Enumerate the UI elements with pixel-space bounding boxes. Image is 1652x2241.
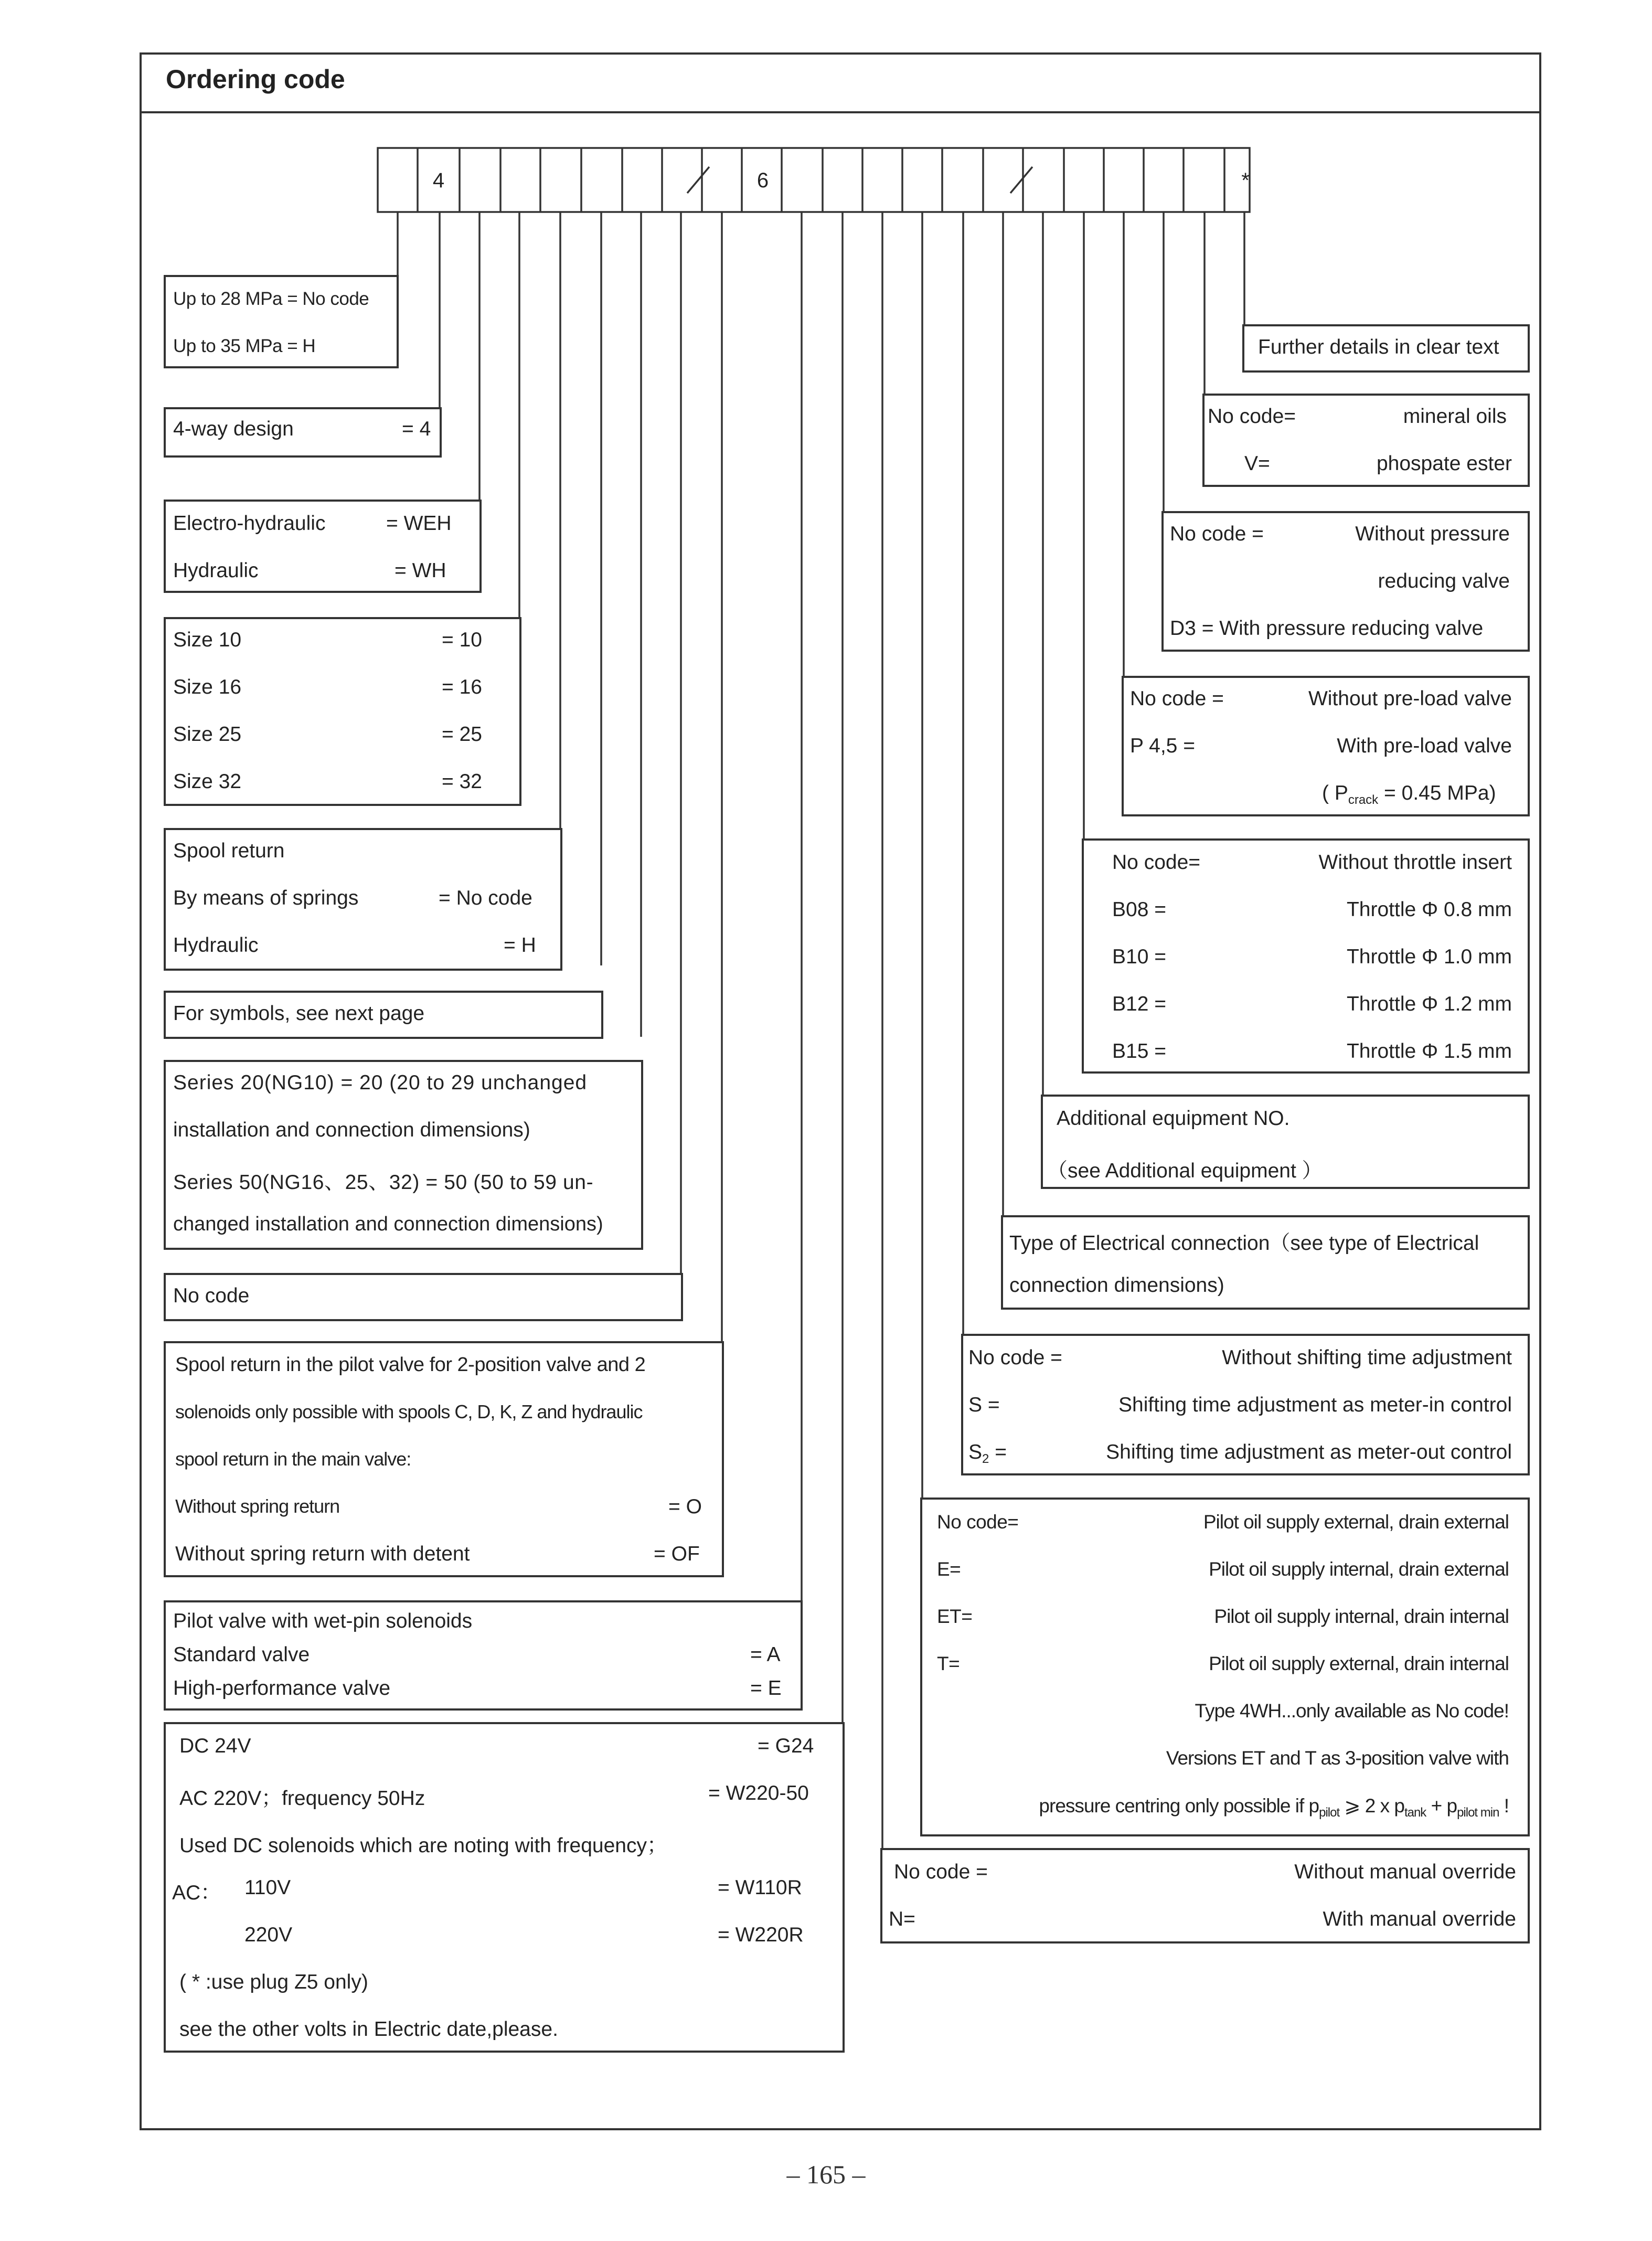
pilot-note-3d: ! xyxy=(1499,1795,1509,1817)
size-32-code: = 32 xyxy=(442,770,482,793)
nocode-text: No code xyxy=(173,1284,250,1307)
wetpin-a-code: = A xyxy=(750,1643,781,1666)
reducing-a: No code = xyxy=(1170,523,1264,545)
voltage-220-code: = W220R xyxy=(718,1924,804,1946)
pilot-oil-3-code: T= xyxy=(937,1653,960,1674)
size-25-code: = 25 xyxy=(442,723,482,746)
voltage-ac: AC 220V；frequency 50Hz xyxy=(179,1787,425,1810)
shifting-1-code: S = xyxy=(968,1394,1000,1416)
wetpin-a: Standard valve xyxy=(173,1643,310,1666)
preload-b-value: With pre-load valve xyxy=(1337,735,1512,757)
reducing-a-value-1: Without pressure xyxy=(1355,523,1510,545)
shifting-2-value: Shifting time adjustment as meter-out control xyxy=(1106,1441,1512,1463)
voltage-ac-code: = W220-50 xyxy=(708,1782,809,1804)
design-code: = 4 xyxy=(402,418,431,440)
size-10: Size 10 xyxy=(173,629,242,651)
pilot-return-line-2: solenoids only possible with spools C, D, K, Z and hydraulic xyxy=(175,1401,643,1422)
type-a: Electro-hydraulic xyxy=(173,512,326,535)
pilot-note-2: Versions ET and T as 3-position valve with xyxy=(1166,1747,1509,1769)
throttle-0-code: No code= xyxy=(1112,851,1201,874)
pressure-line-2: Up to 35 MPa = H xyxy=(173,336,316,356)
pilot-oil-2-value: Pilot oil supply internal, drain internal xyxy=(1214,1606,1509,1627)
seal-a-value: mineral oils xyxy=(1403,405,1507,428)
pilot-note-1: Type 4WH...only available as No code! xyxy=(1195,1700,1509,1722)
seal-b-value: phospate ester xyxy=(1376,452,1512,475)
additional-line-1: Additional equipment NO. xyxy=(1057,1107,1290,1130)
series-line-1: Series 20(NG10) = 20 (20 to 29 unchanged xyxy=(173,1071,588,1094)
voltage-used: Used DC solenoids which are noting with frequency； xyxy=(179,1834,667,1857)
size-10-code: = 10 xyxy=(442,629,482,651)
pilot-oil-1-value: Pilot oil supply internal, drain external xyxy=(1209,1558,1509,1580)
shifting-2-code-b: = xyxy=(989,1441,1007,1463)
pilot-oil-0-code: No code= xyxy=(937,1511,1019,1533)
page-number: – 165 – xyxy=(786,2160,866,2189)
shifting-2-code-a: S xyxy=(968,1441,983,1463)
pilot-return-b: Without spring return with detent xyxy=(175,1543,470,1565)
series-line-3: Series 50(NG16、25、32) = 50 (50 to 59 un- xyxy=(173,1171,594,1194)
series-line-4: changed installation and connection dimensions) xyxy=(173,1213,603,1235)
pilot-note-3 xyxy=(976,1794,1509,1820)
pilot-return-b-code: = OF xyxy=(654,1543,700,1565)
reducing-b: D3 = With pressure reducing valve xyxy=(1170,617,1484,640)
size-32: Size 32 xyxy=(173,770,242,793)
preload-b: P 4,5 = xyxy=(1130,735,1195,757)
spool-return-a-code: = No code xyxy=(439,887,532,909)
manual-b: N= xyxy=(889,1908,915,1930)
voltage-dc: DC 24V xyxy=(179,1735,251,1757)
pilot-return-line-1: Spool return in the pilot valve for 2-position valve and 2 xyxy=(175,1354,646,1376)
throttle-4-value: Throttle Φ 1.5 mm xyxy=(1346,1040,1512,1063)
shifting-2-code-sub: 2 xyxy=(982,1452,989,1466)
preload-crack-b: = 0.45 MPa) xyxy=(1378,782,1496,804)
size-16: Size 16 xyxy=(173,676,242,698)
throttle-0-value: Without throttle insert xyxy=(1318,851,1512,874)
voltage-110-code: = W110R xyxy=(718,1876,802,1899)
preload-crack-sub: crack xyxy=(1348,793,1379,807)
wetpin-b-code: = E xyxy=(750,1677,782,1700)
size-16-code: = 16 xyxy=(442,676,482,698)
shifting-0-code: No code = xyxy=(968,1346,1062,1369)
page-title: Ordering code xyxy=(166,65,345,94)
throttle-3-value: Throttle Φ 1.2 mm xyxy=(1346,993,1512,1015)
reducing-a-value-2: reducing valve xyxy=(1378,570,1510,592)
voltage-other: see the other volts in Electric date,please. xyxy=(179,2018,558,2041)
shifting-0-value: Without shifting time adjustment xyxy=(1222,1346,1512,1369)
pilot-note-3a: pressure centring only possible if p xyxy=(1039,1795,1319,1817)
spool-return-a: By means of springs xyxy=(173,887,359,909)
pilot-return-line-3: spool return in the main valve: xyxy=(175,1448,411,1470)
pilot-return-a-code: = O xyxy=(668,1495,702,1518)
electrical-line-1: Type of Electrical connection（see type of Electrical xyxy=(1009,1232,1479,1255)
code-cell-star: * xyxy=(1241,169,1250,192)
wetpin-title: Pilot valve with wet-pin solenoids xyxy=(173,1610,473,1632)
code-cell-4: 4 xyxy=(432,169,445,192)
manual-a: No code = xyxy=(894,1861,988,1883)
type-a-code: = WEH xyxy=(386,512,452,535)
throttle-4-code: B15 = xyxy=(1112,1040,1167,1063)
shifting-1-value: Shifting time adjustment as meter-in control xyxy=(1118,1394,1512,1416)
manual-b-value: With manual override xyxy=(1323,1908,1516,1930)
pilot-note-3b: ⩾ 2 x p xyxy=(1339,1795,1404,1817)
manual-a-value: Without manual override xyxy=(1294,1861,1516,1883)
preload-a-value: Without pre-load valve xyxy=(1308,687,1512,710)
design-label: 4-way design xyxy=(173,418,294,440)
additional-line-2: （see Additional equipment ） xyxy=(1047,1160,1323,1182)
code-cell-box xyxy=(378,148,1250,212)
voltage-110: 110V xyxy=(244,1876,291,1899)
pilot-note-sub-pilotmin: pilot min xyxy=(1457,1805,1499,1820)
preload-crack-a: ( P xyxy=(1322,782,1348,804)
throttle-1-value: Throttle Φ 0.8 mm xyxy=(1346,898,1512,921)
pilot-oil-3-value: Pilot oil supply external, drain internal xyxy=(1209,1653,1509,1674)
throttle-2-value: Throttle Φ 1.0 mm xyxy=(1346,946,1512,968)
pilot-return-a: Without spring return xyxy=(175,1495,340,1517)
code-cell-6: 6 xyxy=(756,169,769,192)
throttle-2-code: B10 = xyxy=(1112,946,1167,968)
preload-a: No code = xyxy=(1130,687,1224,710)
size-25: Size 25 xyxy=(173,723,242,746)
voltage-dc-code: = G24 xyxy=(758,1735,814,1757)
type-b-code: = WH xyxy=(395,559,446,582)
pilot-note-3c: + p xyxy=(1426,1795,1457,1817)
series-line-2: installation and connection dimensions) xyxy=(173,1119,530,1141)
spool-return-title: Spool return xyxy=(173,840,285,862)
preload-crack xyxy=(1322,782,1496,808)
voltage-note: ( * :use plug Z5 only) xyxy=(179,1971,368,1993)
pressure-line-1: Up to 28 MPa = No code xyxy=(173,289,369,309)
seal-a: No code= xyxy=(1208,405,1296,428)
throttle-3-code: B12 = xyxy=(1112,993,1167,1015)
seal-b: V= xyxy=(1244,452,1270,475)
pilot-oil-0-value: Pilot oil supply external, drain external xyxy=(1203,1511,1509,1533)
pilot-note-sub-tank: tank xyxy=(1404,1805,1426,1820)
wetpin-b: High-performance valve xyxy=(173,1677,391,1700)
further-text: Further details in clear text xyxy=(1258,336,1499,358)
spool-return-b-code: = H xyxy=(504,934,536,957)
electrical-line-2: connection dimensions) xyxy=(1009,1274,1224,1297)
pilot-oil-1-code: E= xyxy=(937,1558,961,1580)
pilot-oil-2-code: ET= xyxy=(937,1606,973,1627)
voltage-ac-label: AC： xyxy=(172,1882,221,1904)
throttle-1-code: B08 = xyxy=(1112,898,1167,921)
spool-return-b: Hydraulic xyxy=(173,934,259,957)
type-b: Hydraulic xyxy=(173,559,259,582)
pilot-note-sub-pilot: pilot xyxy=(1319,1805,1340,1820)
symbols-text: For symbols, see next page xyxy=(173,1002,425,1025)
voltage-220: 220V xyxy=(244,1924,293,1946)
shifting-2-code xyxy=(968,1441,1007,1467)
